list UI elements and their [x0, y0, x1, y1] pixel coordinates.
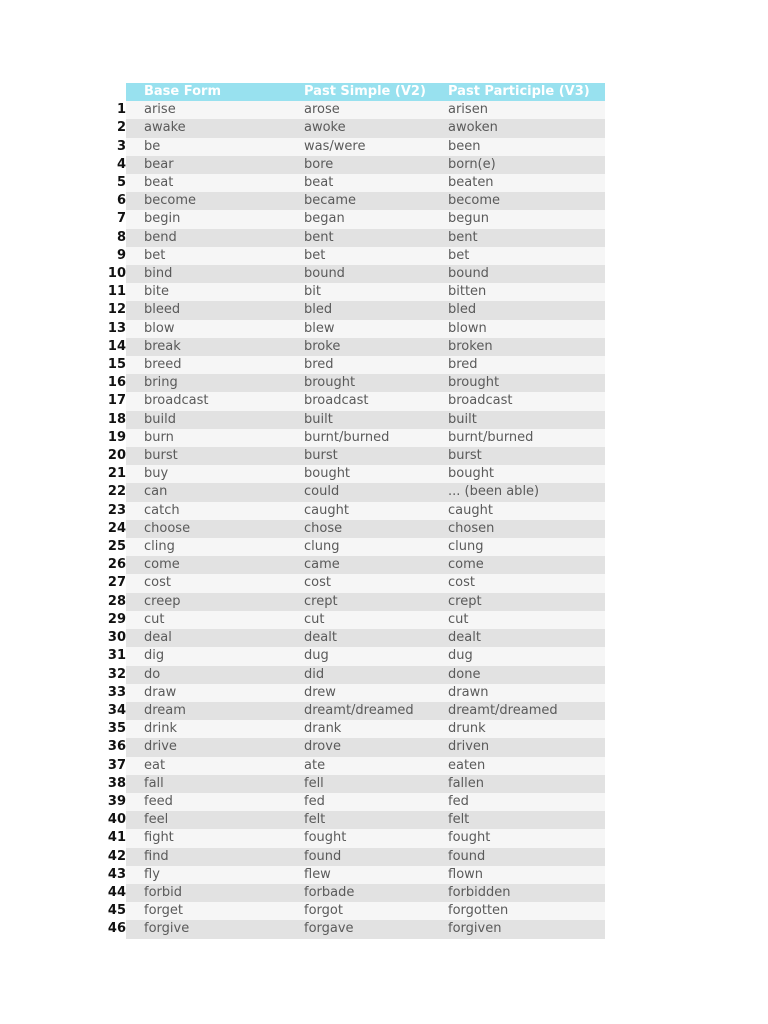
row-number: 22	[107, 484, 126, 500]
row-number: 12	[107, 302, 126, 318]
past-participle-cell: awoken	[448, 119, 605, 137]
past-simple-cell: brought	[304, 374, 448, 392]
row-number: 4	[116, 156, 126, 172]
past-simple-cell: dreamt/dreamed	[304, 702, 448, 720]
row-number: 40	[107, 812, 126, 828]
past-simple-cell: drove	[304, 738, 448, 756]
past-participle-cell: begun	[448, 210, 605, 228]
past-participle-cell: dreamt/dreamed	[448, 702, 605, 720]
past-participle-cell: become	[448, 192, 605, 210]
base-form-cell: bet	[126, 247, 304, 265]
table-row	[106, 538, 605, 556]
past-simple-cell: bred	[304, 356, 448, 374]
table-body	[106, 101, 605, 938]
past-simple-cell: blew	[304, 320, 448, 338]
past-participle-cell: bitten	[448, 283, 605, 301]
table-row	[106, 829, 605, 847]
past-participle-cell: arisen	[448, 101, 605, 119]
table-row	[106, 174, 605, 192]
base-form-cell: bind	[126, 265, 304, 283]
past-simple-cell: could	[304, 483, 448, 501]
base-form-cell: forget	[126, 902, 304, 920]
row-number: 21	[107, 466, 126, 482]
past-simple-cell: awoke	[304, 119, 448, 137]
header-past-participle: Past Participle (V3)	[448, 83, 605, 101]
row-number: 37	[107, 757, 126, 773]
row-number: 35	[107, 721, 126, 737]
past-simple-cell: began	[304, 210, 448, 228]
past-participle-cell: come	[448, 556, 605, 574]
row-number: 8	[116, 229, 126, 245]
past-participle-cell: eaten	[448, 757, 605, 775]
table-row	[106, 392, 605, 410]
base-form-cell: catch	[126, 502, 304, 520]
table-row	[106, 684, 605, 702]
row-number: 38	[107, 775, 126, 791]
past-participle-cell: bled	[448, 301, 605, 319]
past-simple-cell: broadcast	[304, 392, 448, 410]
row-number: 20	[107, 448, 126, 464]
row-number: 3	[116, 138, 126, 154]
base-form-cell: build	[126, 411, 304, 429]
header-base-form: Base Form	[126, 83, 304, 101]
past-simple-cell: clung	[304, 538, 448, 556]
past-simple-cell: cut	[304, 611, 448, 629]
base-form-cell: bend	[126, 229, 304, 247]
row-number: 46	[107, 921, 126, 937]
base-form-cell: become	[126, 192, 304, 210]
base-form-cell: fight	[126, 829, 304, 847]
past-simple-cell: bore	[304, 156, 448, 174]
table-row	[106, 811, 605, 829]
row-number: 36	[107, 739, 126, 755]
table-row	[106, 301, 605, 319]
table-row	[106, 192, 605, 210]
past-simple-cell: was/were	[304, 138, 448, 156]
past-participle-cell: born(e)	[448, 156, 605, 174]
row-number: 13	[107, 320, 126, 336]
table-row	[106, 138, 605, 156]
base-form-cell: deal	[126, 629, 304, 647]
past-simple-cell: bound	[304, 265, 448, 283]
row-number: 24	[107, 520, 126, 536]
base-form-cell: be	[126, 138, 304, 156]
base-form-cell: bite	[126, 283, 304, 301]
past-participle-cell: fought	[448, 829, 605, 847]
row-number: 43	[107, 866, 126, 882]
base-form-cell: beat	[126, 174, 304, 192]
past-simple-cell: bit	[304, 283, 448, 301]
base-form-cell: do	[126, 666, 304, 684]
past-simple-cell: burnt/burned	[304, 429, 448, 447]
row-number: 31	[107, 648, 126, 664]
past-simple-cell: bet	[304, 247, 448, 265]
table-row	[106, 356, 605, 374]
past-simple-cell: fed	[304, 793, 448, 811]
past-participle-cell: forgiven	[448, 920, 605, 938]
past-participle-cell: been	[448, 138, 605, 156]
base-form-cell: arise	[126, 101, 304, 119]
row-number: 11	[107, 284, 126, 300]
table-row	[106, 702, 605, 720]
past-participle-cell: cost	[448, 574, 605, 592]
table-row	[106, 520, 605, 538]
row-number: 23	[107, 502, 126, 518]
base-form-cell: feel	[126, 811, 304, 829]
past-participle-cell: blown	[448, 320, 605, 338]
base-form-cell: cut	[126, 611, 304, 629]
past-simple-cell: found	[304, 848, 448, 866]
base-form-cell: breed	[126, 356, 304, 374]
past-simple-cell: broke	[304, 338, 448, 356]
past-simple-cell: built	[304, 411, 448, 429]
table-row	[106, 556, 605, 574]
table-row	[106, 210, 605, 228]
past-participle-cell: caught	[448, 502, 605, 520]
past-simple-cell: felt	[304, 811, 448, 829]
table-row	[106, 720, 605, 738]
past-simple-cell: fell	[304, 775, 448, 793]
row-number: 26	[107, 557, 126, 573]
past-simple-cell: drew	[304, 684, 448, 702]
past-simple-cell: arose	[304, 101, 448, 119]
past-simple-cell: ate	[304, 757, 448, 775]
past-simple-cell: bought	[304, 465, 448, 483]
past-simple-cell: flew	[304, 866, 448, 884]
base-form-cell: dig	[126, 647, 304, 665]
past-participle-cell: beaten	[448, 174, 605, 192]
past-simple-cell: became	[304, 192, 448, 210]
past-simple-cell: dug	[304, 647, 448, 665]
past-simple-cell: drank	[304, 720, 448, 738]
base-form-cell: begin	[126, 210, 304, 228]
past-participle-cell: bought	[448, 465, 605, 483]
past-participle-cell: chosen	[448, 520, 605, 538]
base-form-cell: find	[126, 848, 304, 866]
base-form-cell: bear	[126, 156, 304, 174]
row-number: 28	[107, 593, 126, 609]
past-participle-cell: bred	[448, 356, 605, 374]
base-form-cell: come	[126, 556, 304, 574]
table-row	[106, 247, 605, 265]
row-number: 44	[107, 884, 126, 900]
past-participle-cell: dealt	[448, 629, 605, 647]
base-form-cell: bring	[126, 374, 304, 392]
row-number: 15	[107, 357, 126, 373]
row-number: 30	[107, 630, 126, 646]
past-participle-cell: felt	[448, 811, 605, 829]
past-simple-cell: did	[304, 666, 448, 684]
past-participle-cell: forgotten	[448, 902, 605, 920]
base-form-cell: drink	[126, 720, 304, 738]
base-form-cell: fly	[126, 866, 304, 884]
table-row	[106, 666, 605, 684]
table-row	[106, 101, 605, 119]
past-participle-cell: burnt/burned	[448, 429, 605, 447]
past-simple-cell: fought	[304, 829, 448, 847]
base-form-cell: broadcast	[126, 392, 304, 410]
base-form-cell: burn	[126, 429, 304, 447]
past-participle-cell: drawn	[448, 684, 605, 702]
past-participle-cell: driven	[448, 738, 605, 756]
row-number: 27	[107, 575, 126, 591]
past-participle-cell: fed	[448, 793, 605, 811]
verb-table	[106, 83, 605, 939]
past-simple-cell: came	[304, 556, 448, 574]
base-form-cell: eat	[126, 757, 304, 775]
base-form-cell: cost	[126, 574, 304, 592]
past-participle-cell: flown	[448, 866, 605, 884]
past-simple-cell: crept	[304, 593, 448, 611]
row-number: 9	[116, 247, 126, 263]
past-simple-cell: bled	[304, 301, 448, 319]
row-number: 25	[107, 539, 126, 555]
row-number: 34	[107, 702, 126, 718]
table-row	[106, 483, 605, 501]
past-participle-cell: brought	[448, 374, 605, 392]
table-row	[106, 775, 605, 793]
table-row	[106, 902, 605, 920]
table-row	[106, 920, 605, 938]
base-form-cell: fall	[126, 775, 304, 793]
table-row	[106, 338, 605, 356]
row-number: 5	[116, 175, 126, 191]
base-form-cell: cling	[126, 538, 304, 556]
base-form-cell: burst	[126, 447, 304, 465]
past-simple-cell: forgave	[304, 920, 448, 938]
past-participle-cell: burst	[448, 447, 605, 465]
table-row	[106, 574, 605, 592]
past-participle-cell: ... (been able)	[448, 483, 605, 501]
table-row	[106, 265, 605, 283]
row-number: 17	[107, 393, 126, 409]
table-row	[106, 884, 605, 902]
base-form-cell: choose	[126, 520, 304, 538]
table-row	[106, 866, 605, 884]
base-form-cell: forbid	[126, 884, 304, 902]
past-simple-cell: cost	[304, 574, 448, 592]
base-form-cell: buy	[126, 465, 304, 483]
row-number: 14	[107, 338, 126, 354]
table-row	[106, 411, 605, 429]
base-form-cell: drive	[126, 738, 304, 756]
table-row	[106, 793, 605, 811]
table-row	[106, 156, 605, 174]
base-form-cell: can	[126, 483, 304, 501]
past-participle-cell: cut	[448, 611, 605, 629]
past-participle-cell: done	[448, 666, 605, 684]
past-simple-cell: bent	[304, 229, 448, 247]
past-participle-cell: bet	[448, 247, 605, 265]
row-number: 45	[107, 903, 126, 919]
past-simple-cell: chose	[304, 520, 448, 538]
row-number: 16	[107, 375, 126, 391]
past-simple-cell: caught	[304, 502, 448, 520]
past-participle-cell: built	[448, 411, 605, 429]
past-simple-cell: dealt	[304, 629, 448, 647]
past-participle-cell: crept	[448, 593, 605, 611]
row-number: 1	[116, 102, 126, 118]
row-number: 7	[116, 211, 126, 227]
base-form-cell: forgive	[126, 920, 304, 938]
row-number: 42	[107, 848, 126, 864]
past-participle-cell: dug	[448, 647, 605, 665]
base-form-cell: dream	[126, 702, 304, 720]
base-form-cell: blow	[126, 320, 304, 338]
table-row	[106, 283, 605, 301]
past-participle-cell: broadcast	[448, 392, 605, 410]
past-participle-cell: bound	[448, 265, 605, 283]
table-row	[106, 502, 605, 520]
base-form-cell: draw	[126, 684, 304, 702]
past-simple-cell: burst	[304, 447, 448, 465]
table-row	[106, 447, 605, 465]
table-row	[106, 593, 605, 611]
base-form-cell: awake	[126, 119, 304, 137]
header-past-simple: Past Simple (V2)	[304, 83, 448, 101]
past-participle-cell: drunk	[448, 720, 605, 738]
table-row	[106, 320, 605, 338]
table-row	[106, 465, 605, 483]
row-number: 2	[116, 120, 126, 136]
table-row	[106, 848, 605, 866]
past-simple-cell: forbade	[304, 884, 448, 902]
row-number: 39	[107, 793, 126, 809]
past-participle-cell: forbidden	[448, 884, 605, 902]
table-row	[106, 611, 605, 629]
base-form-cell: feed	[126, 793, 304, 811]
row-number: 10	[107, 266, 126, 282]
past-participle-cell: found	[448, 848, 605, 866]
past-participle-cell: broken	[448, 338, 605, 356]
header-row	[106, 83, 605, 101]
table-row	[106, 374, 605, 392]
row-number: 18	[107, 411, 126, 427]
past-simple-cell: beat	[304, 174, 448, 192]
past-participle-cell: fallen	[448, 775, 605, 793]
past-simple-cell: forgot	[304, 902, 448, 920]
table-row	[106, 429, 605, 447]
base-form-cell: break	[126, 338, 304, 356]
base-form-cell: creep	[126, 593, 304, 611]
table-row	[106, 757, 605, 775]
row-number-header	[106, 83, 126, 101]
table-row	[106, 629, 605, 647]
table-row	[106, 738, 605, 756]
base-form-cell: bleed	[126, 301, 304, 319]
row-number: 29	[107, 611, 126, 627]
row-number: 33	[107, 684, 126, 700]
table-row	[106, 647, 605, 665]
table-row	[106, 229, 605, 247]
row-number: 41	[107, 830, 126, 846]
table-row	[106, 119, 605, 137]
past-participle-cell: bent	[448, 229, 605, 247]
row-number: 6	[116, 193, 126, 209]
row-number: 32	[107, 666, 126, 682]
row-number: 19	[107, 429, 126, 445]
past-participle-cell: clung	[448, 538, 605, 556]
